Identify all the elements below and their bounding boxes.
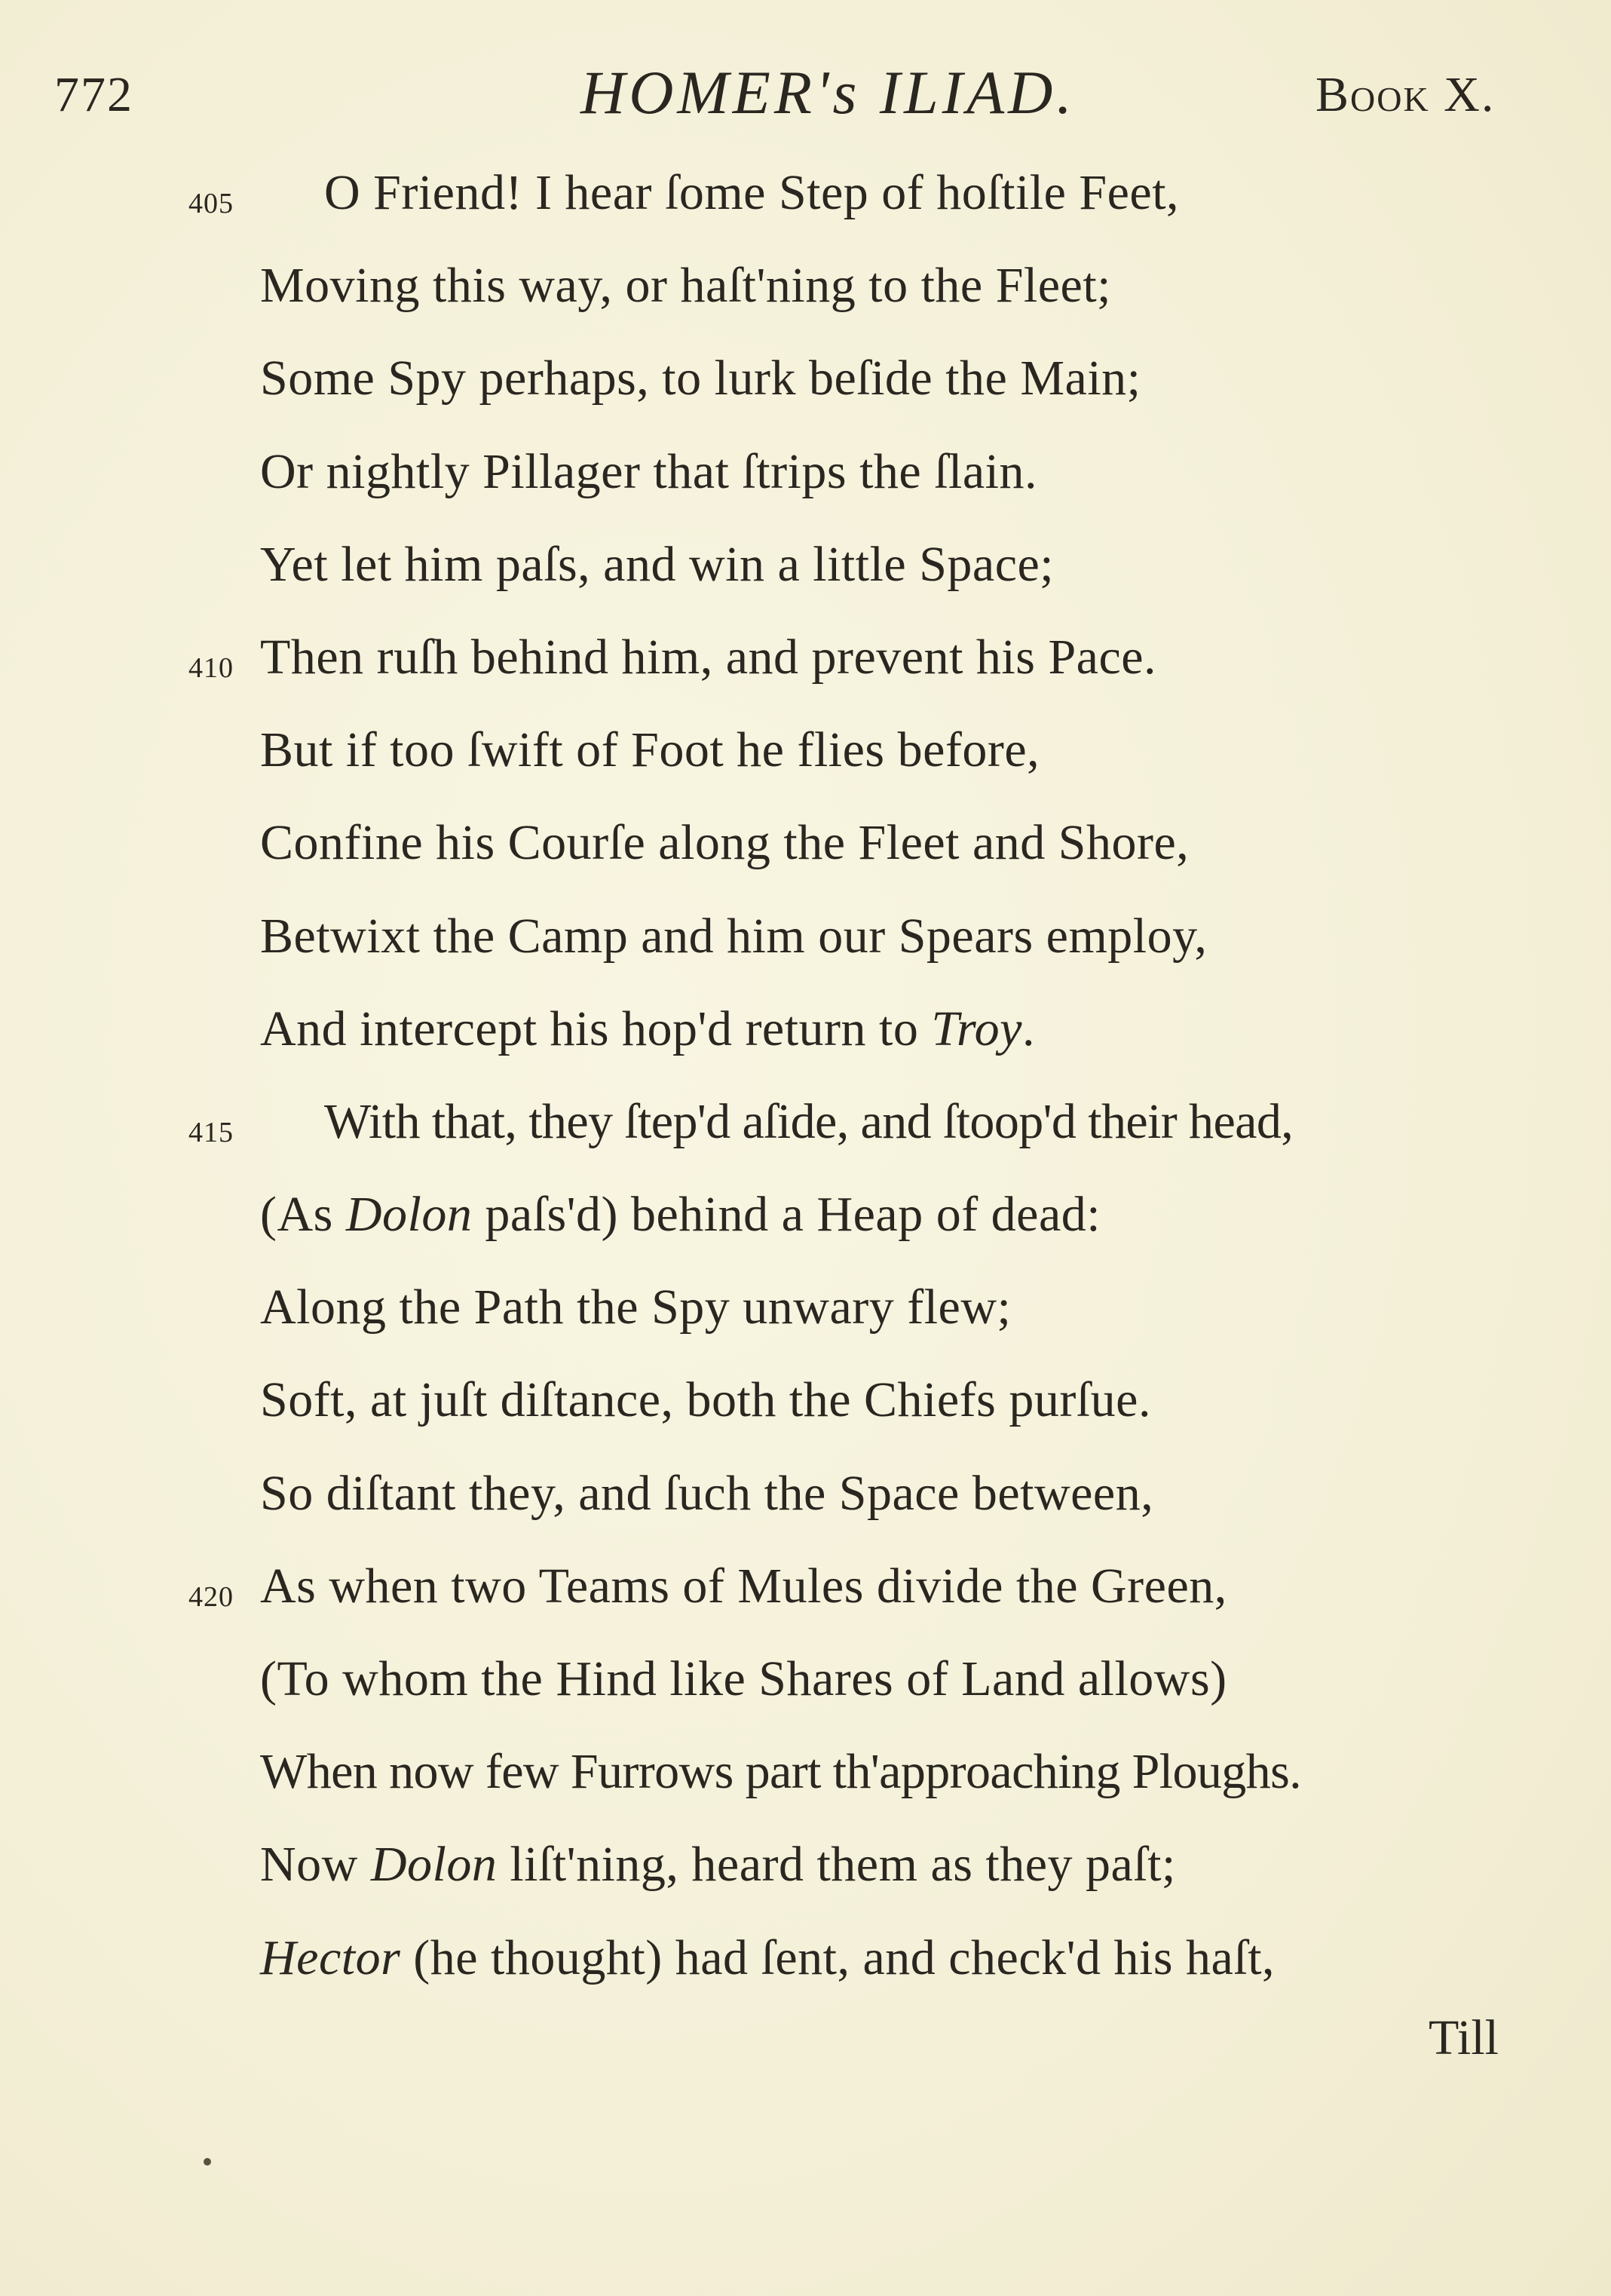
verse-text-tail: liſt'ning, heard them as they paſt; [497, 1837, 1176, 1893]
verse-line [0, 1743, 1611, 1836]
verse-text-roman: Or nightly Pillager that ſtrips the ſlain. [260, 443, 1038, 499]
verse-line [0, 1186, 1611, 1279]
verse-text [324, 164, 1179, 222]
running-title: HOMER's ILIAD. [580, 58, 1076, 127]
verse-text [260, 1651, 1227, 1708]
verse-text-roman: But if too ſwift of Foot he flies before, [260, 722, 1040, 778]
verse-line [0, 722, 1611, 814]
verse-line [0, 257, 1611, 350]
verse-text-roman: With that, they ſtep'd aſide, and ſtoop'd their head, [324, 1093, 1294, 1149]
verse-line [0, 536, 1611, 629]
verse-text [260, 814, 1189, 872]
verse-text-roman: O Friend! I hear ſome Step of hoſtile Feet, [324, 165, 1180, 220]
line-number: 415 [188, 1116, 234, 1148]
page-header [0, 53, 1611, 136]
verse-text [260, 536, 1054, 593]
verse-text [260, 1743, 1301, 1801]
verse-text [260, 1836, 1176, 1893]
verse-text-italic-name: Hector [260, 1930, 401, 1985]
verse-text [260, 1001, 1035, 1058]
verse-block [0, 164, 1611, 2022]
verse-text-tail: paſs'd) behind a Heap of dead: [472, 1187, 1101, 1243]
verse-text-roman: Betwixt the Camp and him our Spears employ, [260, 908, 1208, 964]
verse-text-roman: And intercept his hop'd return to [260, 1001, 932, 1056]
verse-line [0, 443, 1611, 536]
verse-text-roman: (As [260, 1187, 346, 1243]
verse-line [0, 350, 1611, 443]
verse-text-italic-name: Dolon [345, 1187, 473, 1243]
catchword: Till [1429, 2010, 1499, 2065]
verse-line [0, 1279, 1611, 1372]
verse-line [0, 1001, 1611, 1093]
verse-text [260, 1186, 1101, 1243]
verse-text-roman: Moving this way, or haſt'ning to the Fleet; [260, 258, 1111, 314]
verse-line [0, 814, 1611, 907]
verse-text [260, 257, 1111, 314]
verse-line [0, 1093, 1611, 1186]
verse-text [260, 1930, 1275, 1987]
verse-line [0, 1836, 1611, 1929]
verse-text [260, 1372, 1151, 1429]
verse-text [260, 443, 1037, 501]
verse-line [0, 1465, 1611, 1558]
verse-line [0, 1558, 1611, 1651]
verse-text [260, 908, 1207, 965]
verse-text [324, 1093, 1293, 1151]
verse-text-roman: Some Spy perhaps, to lurk beſide the Main; [260, 351, 1141, 406]
verse-text-roman: Soft, at juſt diſtance, both the Chiefs purſue. [260, 1372, 1151, 1428]
verse-text-roman: Then ruſh behind him, and prevent his Pace. [260, 629, 1157, 685]
verse-line [0, 908, 1611, 1001]
verse-text-roman: Yet let him paſs, and win a little Space; [260, 536, 1055, 592]
verse-text [260, 629, 1156, 686]
line-number: 410 [188, 651, 234, 684]
verse-text [260, 722, 1040, 779]
verse-text-tail: (he thought) had ſent, and check'd his haſt, [400, 1930, 1276, 1985]
verse-line [0, 629, 1611, 722]
verse-text-italic-name: Dolon [370, 1837, 498, 1893]
verse-text-roman: (To whom the Hind like Shares of Land allows) [260, 1651, 1227, 1706]
verse-line [0, 1372, 1611, 1464]
book-label: Book X. [1315, 67, 1496, 122]
page-number: 772 [54, 67, 133, 122]
verse-text-roman: So diſtant they, and ſuch the Space between, [260, 1465, 1154, 1521]
verse-text-roman: Confine his Courſe along the Fleet and Shore, [260, 815, 1190, 871]
verse-line [0, 1930, 1611, 2022]
verse-line [0, 1651, 1611, 1743]
verse-text-italic-name: Troy [931, 1001, 1022, 1056]
verse-text [260, 1465, 1153, 1522]
verse-text-tail: . [1021, 1001, 1035, 1056]
verse-text [260, 1279, 1011, 1336]
verse-line [0, 164, 1611, 257]
verse-text-roman: Along the Path the Spy unwary flew; [260, 1280, 1012, 1335]
verse-text-roman: Now [260, 1837, 371, 1893]
verse-text-roman: When now few Furrows part th'approaching Ploughs. [260, 1744, 1302, 1800]
line-number: 420 [188, 1580, 234, 1613]
line-number: 405 [188, 188, 234, 219]
ink-speck [204, 2158, 211, 2166]
verse-text [260, 1558, 1227, 1615]
verse-text [260, 350, 1141, 407]
verse-text-roman: As when two Teams of Mules divide the Green, [260, 1558, 1227, 1614]
